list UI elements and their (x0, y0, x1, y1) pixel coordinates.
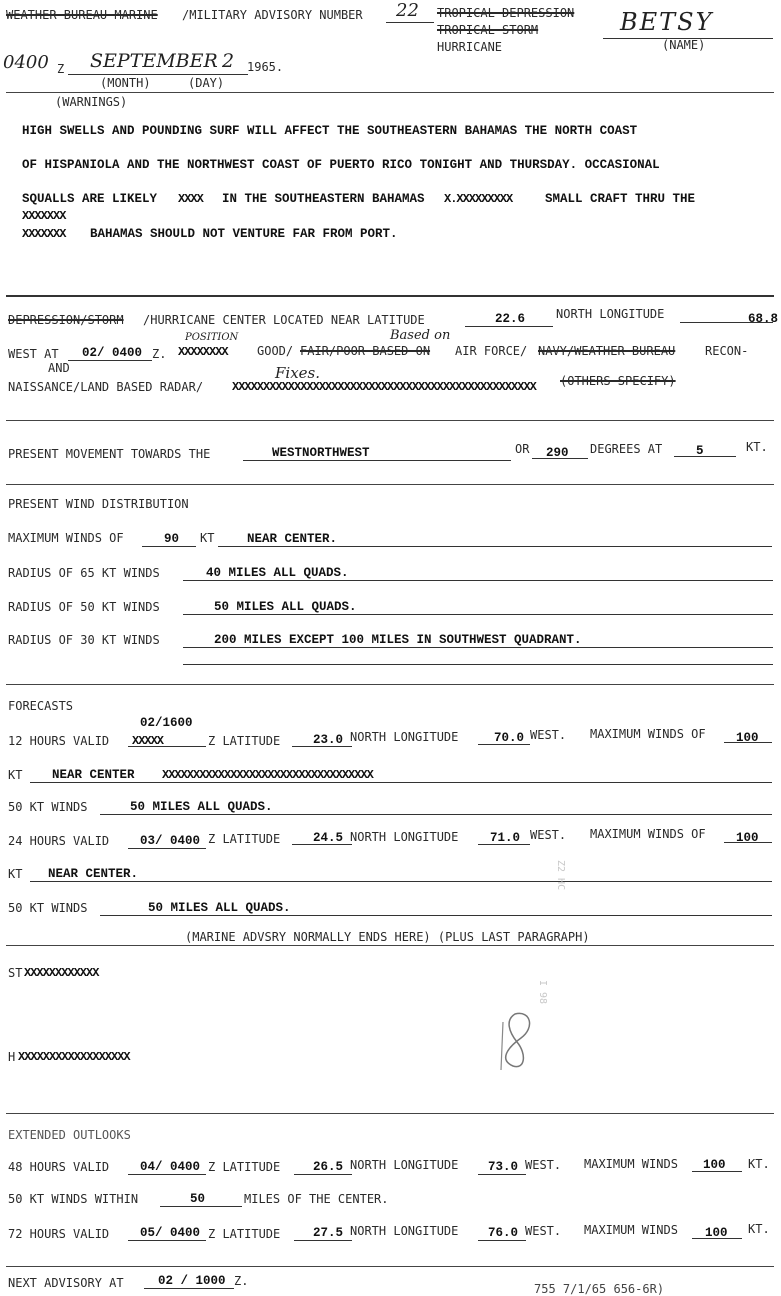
f12-max: 100 (736, 731, 759, 745)
f24-latitude: 24.5 (313, 831, 344, 845)
f12-location-line (30, 782, 772, 783)
movement-kt: KT. (746, 440, 768, 454)
f24-50-line (100, 915, 772, 916)
f12-50-label: 50 KT WINDS (8, 800, 88, 814)
warning-line-3a: SQUALLS ARE LIKELY (22, 192, 158, 206)
class-depression: TROPICAL DEPRESSION (437, 6, 575, 20)
f12-valid-line (128, 746, 206, 747)
divider (6, 420, 774, 421)
air-force-label: AIR FORCE/ (455, 344, 528, 358)
f48-max-line (692, 1171, 742, 1172)
f12-longitude: 70.0 (494, 731, 525, 745)
warning-line-1: HIGH SWELLS AND POUNDING SURF WILL AFFECT THE SOUTHEASTERN BAHAMAS THE NORTH COAST (22, 124, 638, 138)
wind-distribution-label: PRESENT WIND DISTRIBUTION (8, 497, 189, 511)
name-label: (NAME) (662, 38, 706, 52)
f24-50: 50 MILES ALL QUADS. (148, 901, 291, 915)
f72-kt: KT. (748, 1222, 770, 1236)
x-out-mark: XXXXXXXXXXXXXXXXXXXXXXXXXXXXXXXXXX (162, 768, 373, 782)
r30-label: RADIUS OF 30 KT WINDS (8, 633, 160, 647)
f24-lon-line (478, 844, 530, 845)
f24-label: 24 HOURS VALID (8, 834, 110, 848)
position-latitude: 22.6 (495, 312, 526, 326)
f12-lat-line (292, 746, 352, 747)
date-line (68, 74, 248, 75)
warning-line-3b: IN THE SOUTHEASTERN BAHAMAS (222, 192, 425, 206)
f12-lon-label: NORTH LONGITUDE (350, 730, 459, 744)
latitude-line (465, 326, 553, 327)
f48-label: 48 HOURS VALID (8, 1160, 110, 1174)
x-out-mark: X.XXXXXXXXX (444, 192, 513, 206)
f72-max-label: MAXIMUM WINDS (584, 1223, 678, 1237)
storm-name: BETSY (620, 8, 714, 36)
f24-z: Z LATITUDE (208, 832, 281, 846)
r65-label: RADIUS OF 65 KT WINDS (8, 566, 160, 580)
f24-lat-line (292, 844, 352, 845)
class-storm: TROPICAL STORM (437, 23, 539, 37)
f48-max: 100 (703, 1158, 726, 1172)
within-tail: MILES OF THE CENTER. (244, 1192, 389, 1206)
r50-value: 50 MILES ALL QUADS. (214, 600, 357, 614)
struck-section-label: ST (8, 966, 23, 980)
faint-stamp: Z2 HC (555, 860, 566, 891)
class-hurricane: HURRICANE (437, 40, 503, 54)
next-advisory-time: 02 / 1000 (158, 1274, 226, 1288)
max-location-line (218, 546, 772, 547)
naissance-label: NAISSANCE/LAND BASED RADAR/ (8, 380, 204, 394)
x-out-mark: XXXX (178, 192, 203, 206)
x-out-mark: XXXXXXXXXXXX (24, 966, 99, 980)
within-label: 50 KT WINDS WITHIN (8, 1192, 139, 1206)
f12-label: 12 HOURS VALID (8, 734, 110, 748)
struck-section-label: H (8, 1050, 16, 1064)
advisory-month: SEPTEMBER (90, 50, 218, 72)
position-struck-1 (8, 313, 124, 327)
extended-label: EXTENDED OUTLOOKS (8, 1128, 131, 1142)
max-winds-line (142, 546, 196, 547)
f24-max-label: MAXIMUM WINDS OF (590, 827, 706, 841)
movement-speed: 5 (696, 444, 704, 458)
f72-z: Z LATITUDE (208, 1227, 281, 1241)
f48-longitude: 73.0 (488, 1160, 519, 1174)
x-out-mark: XXXXX (132, 734, 164, 748)
marine-note: (MARINE ADVSRY NORMALLY ENDS HERE) (PLUS LAST PARAGRAPH) (185, 930, 590, 944)
navy-weather-bureau-struck: NAVY/WEATHER BUREAU (538, 344, 676, 358)
f72-latitude: 27.5 (313, 1226, 344, 1240)
f72-longitude: 76.0 (488, 1226, 519, 1240)
advisory-day: 2 (222, 50, 235, 72)
f12-location: NEAR CENTER (52, 768, 135, 782)
x-out-mark: XXXXXXX (22, 209, 66, 223)
warning-line-4: BAHAMAS SHOULD NOT VENTURE FAR FROM PORT. (90, 227, 398, 241)
f72-max: 100 (705, 1226, 728, 1240)
f24-max: 100 (736, 831, 759, 845)
degrees-line (532, 458, 588, 459)
f48-z: Z LATITUDE (208, 1160, 281, 1174)
forecasts-label: FORECASTS (8, 699, 74, 713)
x-out-mark: XXXXXXXXXXXXXXXXXX (18, 1050, 130, 1064)
and-label: AND (48, 361, 70, 375)
r30-value: 200 MILES EXCEPT 100 MILES IN SOUTHWEST QUADRANT. (214, 633, 582, 647)
f12-valid: 02/1600 (140, 716, 193, 730)
f12-latitude: 23.0 (313, 733, 344, 747)
longitude-line (680, 322, 773, 323)
recon-label: RECON- (705, 344, 749, 358)
r30-line (183, 647, 773, 648)
next-advisory-line (144, 1288, 234, 1289)
month-label: (MONTH) (100, 76, 151, 90)
struck-depression-storm: DEPRESSION/STORM (8, 313, 124, 327)
divider (6, 92, 774, 93)
f48-lon-line (478, 1174, 526, 1175)
r30-line-2 (183, 664, 773, 665)
divider (6, 1266, 774, 1267)
degrees-at-label: DEGREES AT (590, 442, 663, 456)
z-label: Z (57, 62, 65, 76)
speed-line (674, 456, 736, 457)
divider (6, 484, 774, 485)
x-out-mark: XXXXXXXXXXXXXXXXXXXXXXXXXXXXXXXXXXXXXXXXXXXXXXXXX (232, 380, 536, 394)
f48-valid-line (128, 1174, 206, 1175)
f48-valid: 04/ 0400 (140, 1160, 201, 1174)
divider (6, 945, 774, 946)
f72-label: 72 HOURS VALID (8, 1227, 110, 1241)
max-winds-value: 90 (164, 532, 180, 546)
warning-line-3c: SMALL CRAFT THRU THE (545, 192, 696, 206)
max-winds-location: NEAR CENTER. (247, 532, 338, 546)
advisory-number-line (386, 22, 434, 23)
f24-longitude: 71.0 (490, 831, 521, 845)
direction-line (243, 460, 511, 461)
valid-line (68, 360, 152, 361)
f12-west: WEST. (530, 728, 567, 742)
r50-label: RADIUS OF 50 KT WINDS (8, 600, 160, 614)
f12-max-label: MAXIMUM WINDS OF (590, 727, 706, 741)
movement-direction: WESTNORTHWEST (272, 446, 370, 460)
max-winds-label: MAXIMUM WINDS OF (8, 531, 124, 545)
f24-location: NEAR CENTER. (48, 867, 139, 881)
advisory-time: 0400 (3, 52, 49, 73)
f72-valid: 05/ 0400 (140, 1226, 201, 1240)
north-longitude-label: NORTH LONGITUDE (556, 307, 665, 321)
advisory-year: 1965. (247, 60, 284, 74)
f12-kt: KT (8, 768, 23, 782)
position-z: Z. (152, 347, 167, 361)
based-on-handwritten: Based on (390, 328, 451, 343)
agency-struck: WEATHER BUREAU MARINE (6, 8, 158, 22)
f72-max-line (692, 1238, 742, 1239)
position-label: /HURRICANE CENTER LOCATED NEAR LATITUDE (143, 313, 425, 327)
west-at-label: WEST AT (8, 347, 59, 361)
f24-50-label: 50 KT WINDS (8, 901, 88, 915)
within-value: 50 (190, 1192, 206, 1206)
f24-lon-label: NORTH LONGITUDE (350, 830, 459, 844)
divider (6, 295, 774, 297)
x-out-mark: XXXXXXXX (178, 345, 228, 359)
movement-label: PRESENT MOVEMENT TOWARDS THE (8, 447, 211, 461)
f24-valid-line (128, 848, 206, 849)
divider (6, 1113, 774, 1114)
r65-value: 40 MILES ALL QUADS. (206, 566, 349, 580)
f48-west: WEST. (525, 1158, 562, 1172)
next-advisory-label: NEXT ADVISORY AT (8, 1276, 124, 1290)
form-code: 755 7/1/65 656-6R) (534, 1282, 665, 1296)
f12-50: 50 MILES ALL QUADS. (130, 800, 273, 814)
handwritten-mark (495, 1008, 541, 1072)
fixes-handwritten: Fixes. (275, 364, 321, 382)
f48-max-label: MAXIMUM WINDS (584, 1157, 678, 1171)
f48-lat-line (294, 1174, 352, 1175)
f72-valid-line (128, 1240, 206, 1241)
advisory-label: /MILITARY ADVISORY NUMBER (182, 8, 363, 22)
position-longitude: 68.8 (748, 312, 779, 326)
position-valid-day: 02/ (82, 346, 105, 360)
f12-lon-line (478, 744, 530, 745)
f72-lat-line (294, 1240, 352, 1241)
good-label: GOOD/ (257, 344, 294, 358)
r65-line (183, 580, 773, 581)
day-label: (DAY) (188, 76, 225, 90)
f72-lon-label: NORTH LONGITUDE (350, 1224, 459, 1238)
f48-lon-label: NORTH LONGITUDE (350, 1158, 459, 1172)
warning-line-2: OF HISPANIOLA AND THE NORTHWEST COAST OF PUERTO RICO TONIGHT AND THURSDAY. OCCASIONAL (22, 158, 660, 172)
or-label: OR (515, 442, 530, 456)
r50-line (183, 614, 773, 615)
max-winds-kt: KT (200, 531, 215, 545)
divider (6, 684, 774, 685)
f12-50-line (100, 814, 772, 815)
f24-location-line (30, 881, 772, 882)
position-valid-time: 0400 (112, 346, 143, 360)
f72-lon-line (478, 1240, 526, 1241)
f24-valid: 03/ 0400 (140, 834, 201, 848)
fair-poor-struck: FAIR/POOR BASED ON (300, 344, 431, 358)
x-out-mark: XXXXXXX (22, 227, 66, 241)
f48-kt: KT. (748, 1157, 770, 1171)
f12-max-line (724, 742, 772, 743)
within-line (160, 1206, 242, 1207)
f72-west: WEST. (525, 1224, 562, 1238)
f24-west: WEST. (530, 828, 567, 842)
movement-degrees: 290 (546, 446, 569, 460)
next-advisory-z: Z. (234, 1274, 249, 1288)
faint-stamp: I 98 (537, 980, 548, 1005)
f24-kt: KT (8, 867, 23, 881)
f48-latitude: 26.5 (313, 1160, 344, 1174)
warnings-label: (WARNINGS) (55, 95, 128, 109)
f24-max-line (724, 842, 772, 843)
f12-z: Z LATITUDE (208, 734, 281, 748)
position-handwritten: POSITION (185, 332, 239, 343)
advisory-number: 22 (396, 0, 419, 21)
others-specify-struck: (OTHERS SPECIFY) (560, 374, 676, 388)
